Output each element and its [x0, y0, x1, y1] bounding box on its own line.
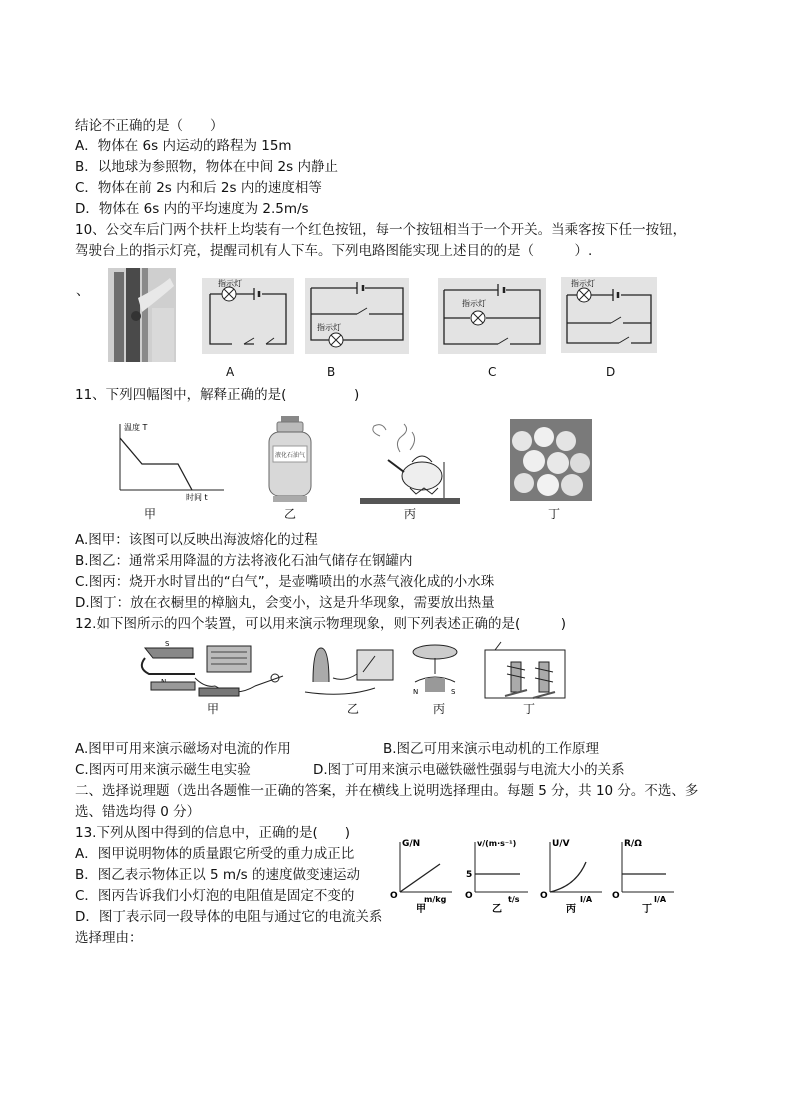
- q10-caption-c: C: [488, 365, 497, 379]
- graph-ding-origin: O: [612, 891, 620, 901]
- graph-ding-caption: 丁: [642, 904, 652, 914]
- graph-yi-origin: O: [465, 891, 473, 901]
- q11-option-a: A.图甲：该图可以反映出海波熔化的过程: [75, 532, 318, 548]
- q10-stem-line2: 驾驶台上的指示灯亮，提醒司机有人下车。下列电路图能实现上述目的的是（ ）.: [75, 243, 593, 259]
- q11-option-d: D.图丁：放在衣橱里的樟脑丸，会变小，这是升华现象，需要放出热量: [75, 595, 495, 611]
- q12-stem: 12.如下图所示的四个装置，可以用来演示物理现象，则下列表述正确的是( ): [75, 616, 567, 632]
- graph-jia-caption: 甲: [416, 904, 426, 914]
- q12-caption-3: 丙: [433, 702, 446, 716]
- graph-yi-tick: 5: [466, 870, 473, 880]
- gas-tank-image: [265, 416, 315, 504]
- q10-caption-a: A: [226, 365, 235, 379]
- graph-xlabel: 时间 t: [186, 493, 208, 502]
- q13-option-d: D．图丁表示同一段导体的电阻与通过它的电流关系: [75, 909, 383, 925]
- q11-option-c: C.图丙：烧开水时冒出的“白气”，是壶嘴喷出的水蒸气液化成的小水珠: [75, 574, 495, 590]
- q13-reason-label: 选择理由：: [75, 930, 143, 946]
- circuit-d: [561, 277, 657, 353]
- q9-option-d: D．物体在 6s 内的平均速度为 2.5m/s: [75, 201, 309, 217]
- q13-stem: 13.下列从图中得到的信息中，正确的是( ): [75, 825, 351, 841]
- lamp-label-d: 指示灯: [571, 279, 595, 288]
- q10-caption-d: D: [606, 365, 616, 379]
- q10-stem-line1: 10、公交车后门两个扶杆上均装有一个红色按钮，每一个按钮相当于一个开关。当乘客按下任一按钮，: [75, 222, 687, 238]
- q12-caption-1: 甲: [207, 702, 220, 716]
- q12-caption-2: 乙: [347, 702, 360, 716]
- q13-option-a: A．图甲说明物体的质量跟它所受的重力成正比: [75, 846, 355, 862]
- q13-option-b: B．图乙表示物体正以 5 m/s 的速度做变速运动: [75, 867, 360, 883]
- svg-text:S: S: [451, 688, 456, 696]
- lamp-label-b: 指示灯: [317, 323, 341, 332]
- svg-text:N: N: [413, 688, 419, 696]
- circuit-b: [305, 278, 409, 354]
- q12-option-d: D.图丁可用来演示电磁铁磁性强弱与电流大小的关系: [313, 762, 625, 778]
- q11-caption-3: 丙: [404, 507, 417, 521]
- graph-yi-caption: 乙: [492, 904, 502, 914]
- q13-option-c: C．图丙告诉我们小灯泡的电阻值是固定不变的: [75, 888, 355, 904]
- q9-option-b: B．以地球为参照物，物体在中间 2s 内静止: [75, 159, 338, 175]
- graph-bing-caption: 丙: [566, 904, 576, 914]
- graph-yi-ylabel: v/(m·s⁻¹): [477, 839, 517, 848]
- q12-caption-4: 丁: [523, 702, 536, 716]
- q10-mark: 、: [76, 283, 90, 299]
- graph-bing-origin: O: [540, 891, 548, 901]
- q11-caption-2: 乙: [284, 507, 297, 521]
- circuit-c: [438, 278, 546, 354]
- q11-option-b: B.图乙：通常采用降温的方法将液化石油气储存在钢罐内: [75, 553, 413, 569]
- graph-ylabel: 温度 T: [124, 423, 148, 432]
- lamp-label-c: 指示灯: [462, 299, 486, 308]
- graph-yi-xlabel: t/s: [508, 895, 520, 904]
- section2-heading-line1: 二、选择说理题（选出各题惟一正确的答案，并在横线上说明选择理由。每题 5 分，共 10 分。不选、多: [75, 783, 699, 799]
- lamp-label-a: 指示灯: [218, 279, 242, 288]
- q11-caption-1: 甲: [144, 507, 157, 521]
- graph-ding-ylabel: R/Ω: [624, 839, 642, 849]
- graph-bing-xlabel: I/A: [580, 895, 593, 904]
- q11-stem: 11、下列四幅图中，解释正确的是( ): [75, 387, 360, 403]
- tank-label: 液化石油气: [275, 452, 306, 459]
- graph-jia-xlabel: m/kg: [424, 895, 447, 904]
- temperature-time-graph: [112, 418, 230, 504]
- graph-jia-origin: O: [390, 891, 398, 901]
- svg-text:S: S: [165, 640, 170, 648]
- kettle-image: [360, 422, 470, 504]
- section2-heading-line2: 选、错选均得 0 分）: [75, 804, 201, 820]
- graph-ding-xlabel: I/A: [654, 895, 667, 904]
- graph-bing-ylabel: U/V: [552, 839, 570, 849]
- circuit-a: [202, 278, 294, 354]
- q9-stem: 结论不正确的是（ ）: [75, 118, 224, 134]
- q9-option-a: A．物体在 6s 内运动的路程为 15m: [75, 138, 292, 154]
- handrail-photo: [108, 268, 176, 362]
- q13-graphs: [390, 832, 690, 914]
- q12-option-c: C.图丙可用来演示磁生电实验: [75, 762, 251, 778]
- q10-caption-b: B: [327, 365, 336, 379]
- q12-option-b: B.图乙可用来演示电动机的工作原理: [383, 741, 600, 757]
- q11-caption-4: 丁: [548, 507, 561, 521]
- graph-jia-ylabel: G/N: [402, 839, 421, 849]
- q9-option-c: C．物体在前 2s 内和后 2s 内的速度相等: [75, 180, 322, 196]
- mothball-photo: [510, 419, 592, 501]
- q12-option-a: A.图甲可用来演示磁场对电流的作用: [75, 741, 291, 757]
